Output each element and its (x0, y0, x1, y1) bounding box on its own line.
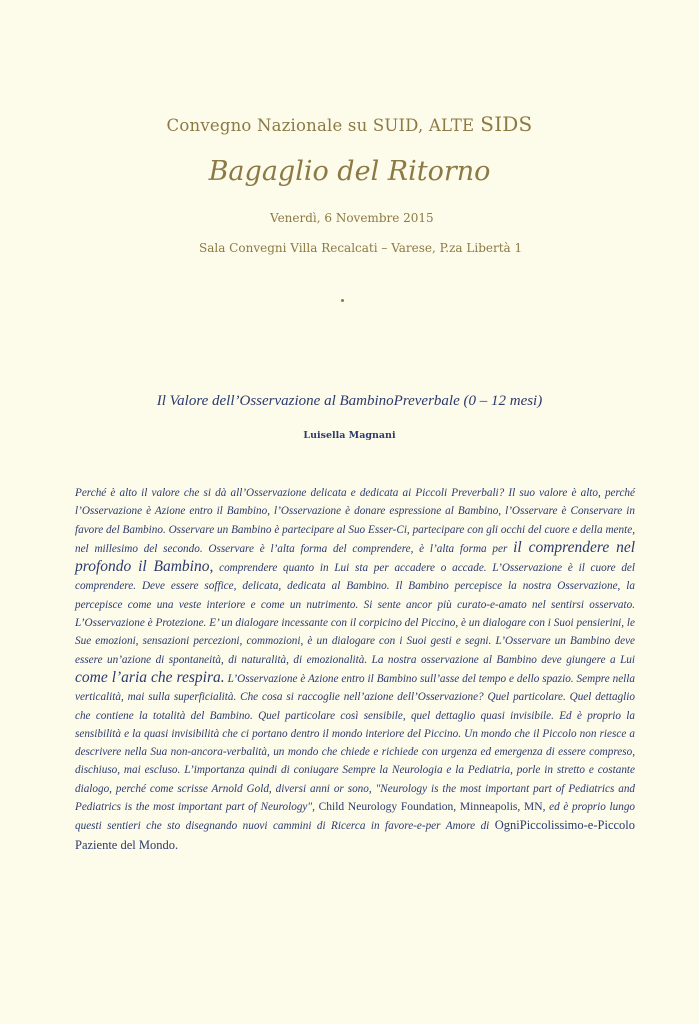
event-venue: Sala Convegni Villa Recalcati – Varese, P.za Libertà 1 (199, 241, 523, 255)
conference-title (0, 112, 699, 136)
text-segment-1: Perché è alto il valore che si dà all’Osservazione delicata e dedicata ai Piccoli Preverbali? Il suo valore è alto, perché l’Osservazione è Azione entro il Bambino, l’Osservazione è donare espressione al Bambino, l’Osservare è Conservare in favore del Bambino. Osservare un Bambino è partecipare al Suo Esser-Ci, partecipare con gli occhi del cuore e della mente, nel millesimo del secondo. Osservare è l’alta forma del comprendere, è l’alta forma per (75, 487, 635, 555)
emphasis-aria: come l’aria che respira. (75, 668, 225, 686)
article-body (75, 484, 635, 855)
text-segment-3: comprendere quanto in Lui sta per accadere o accade. L’Osservazione è il cuore del comprendere. Deve essere soffice, delicata, dedicata al Bambino. Il Bambino percepisce la nostra Osservazione, la percepisce come una veste interiore e come un nutrimento. Si sente ancor più curato-e-amato nel sentirsi osservato. L’Osservazione è Protezione. E’ un dialogare incessante con il corpicino del Piccino, è un dialogare con i Suoi pensierini, le Sue emozioni, sensazioni percezioni, commozioni, è un dialogare con i Suoi gesti e segni. L’Osservare un Bambino deve essere un’azione di spontaneità, di naturalità, di emozionalità. La nostra osservazione al Bambino deve giungere a Lui (75, 562, 636, 666)
event-date: Venerdì, 6 Novembre 2015 (270, 211, 434, 225)
text-segment-5: L’Osservazione è Azione entro il Bambino sull’asse del tempo e dello spazio. Sempre nella verticalità, mai sulla superficialità. Che cosa si raccoglie nell’azione dell’Osservazione? Quel particolare. Quel dettaglio che contiene la totalità del Bambino. Quel particolare così sensibile, quel dettaglio quasi invisibile. Ed è proprio la sensibilità e la quasi invisibilità che ci portano dentro il mondo interiore del Piccino. Un mondo che il Piccolo non riesce a descrivere nella Sua non-ancora-verbalità, un mondo che chiede e richiede con urgenza ed emergenza di essere compreso, dischiuso, mai escluso. L’importanza quindi di coniugare Sempre la Neurologia e la Pediatria, porle in stretto e costante dialogo, perché come scrisse Arnold Gold, diversi anni or sono, (75, 672, 635, 795)
conference-name: Convegno Nazionale su SUID, ALTE (166, 116, 475, 135)
foundation-name: Child Neurology Foundation, Minneapolis, MN, (318, 801, 546, 814)
emphasis-comprendere: il comprendere nel profondo il Bambino, (75, 538, 635, 576)
conference-sids: SIDS (480, 112, 533, 136)
article-title: Il Valore dell’Osservazione al BambinoPreverbale (0 – 12 mesi) (156, 393, 543, 409)
article-author: Luisella Magnani (303, 430, 396, 441)
quote-gold: "Neurology is the most important part of Pediatrics and Pediatrics is the most important part of Neurology", (75, 782, 636, 814)
text-segment-8: ed è proprio lungo questi sentieri che sto disegnando nuovi cammini di Ricerca in favore-e-per Amore di (75, 801, 636, 833)
body-paragraph (75, 484, 635, 855)
closing-phrase: OgniPiccolissimo-e-Piccolo Paziente del Mondo. (75, 818, 636, 852)
event-subtitle: Bagaglio del Ritorno (208, 156, 491, 187)
separator-dot (341, 299, 344, 302)
